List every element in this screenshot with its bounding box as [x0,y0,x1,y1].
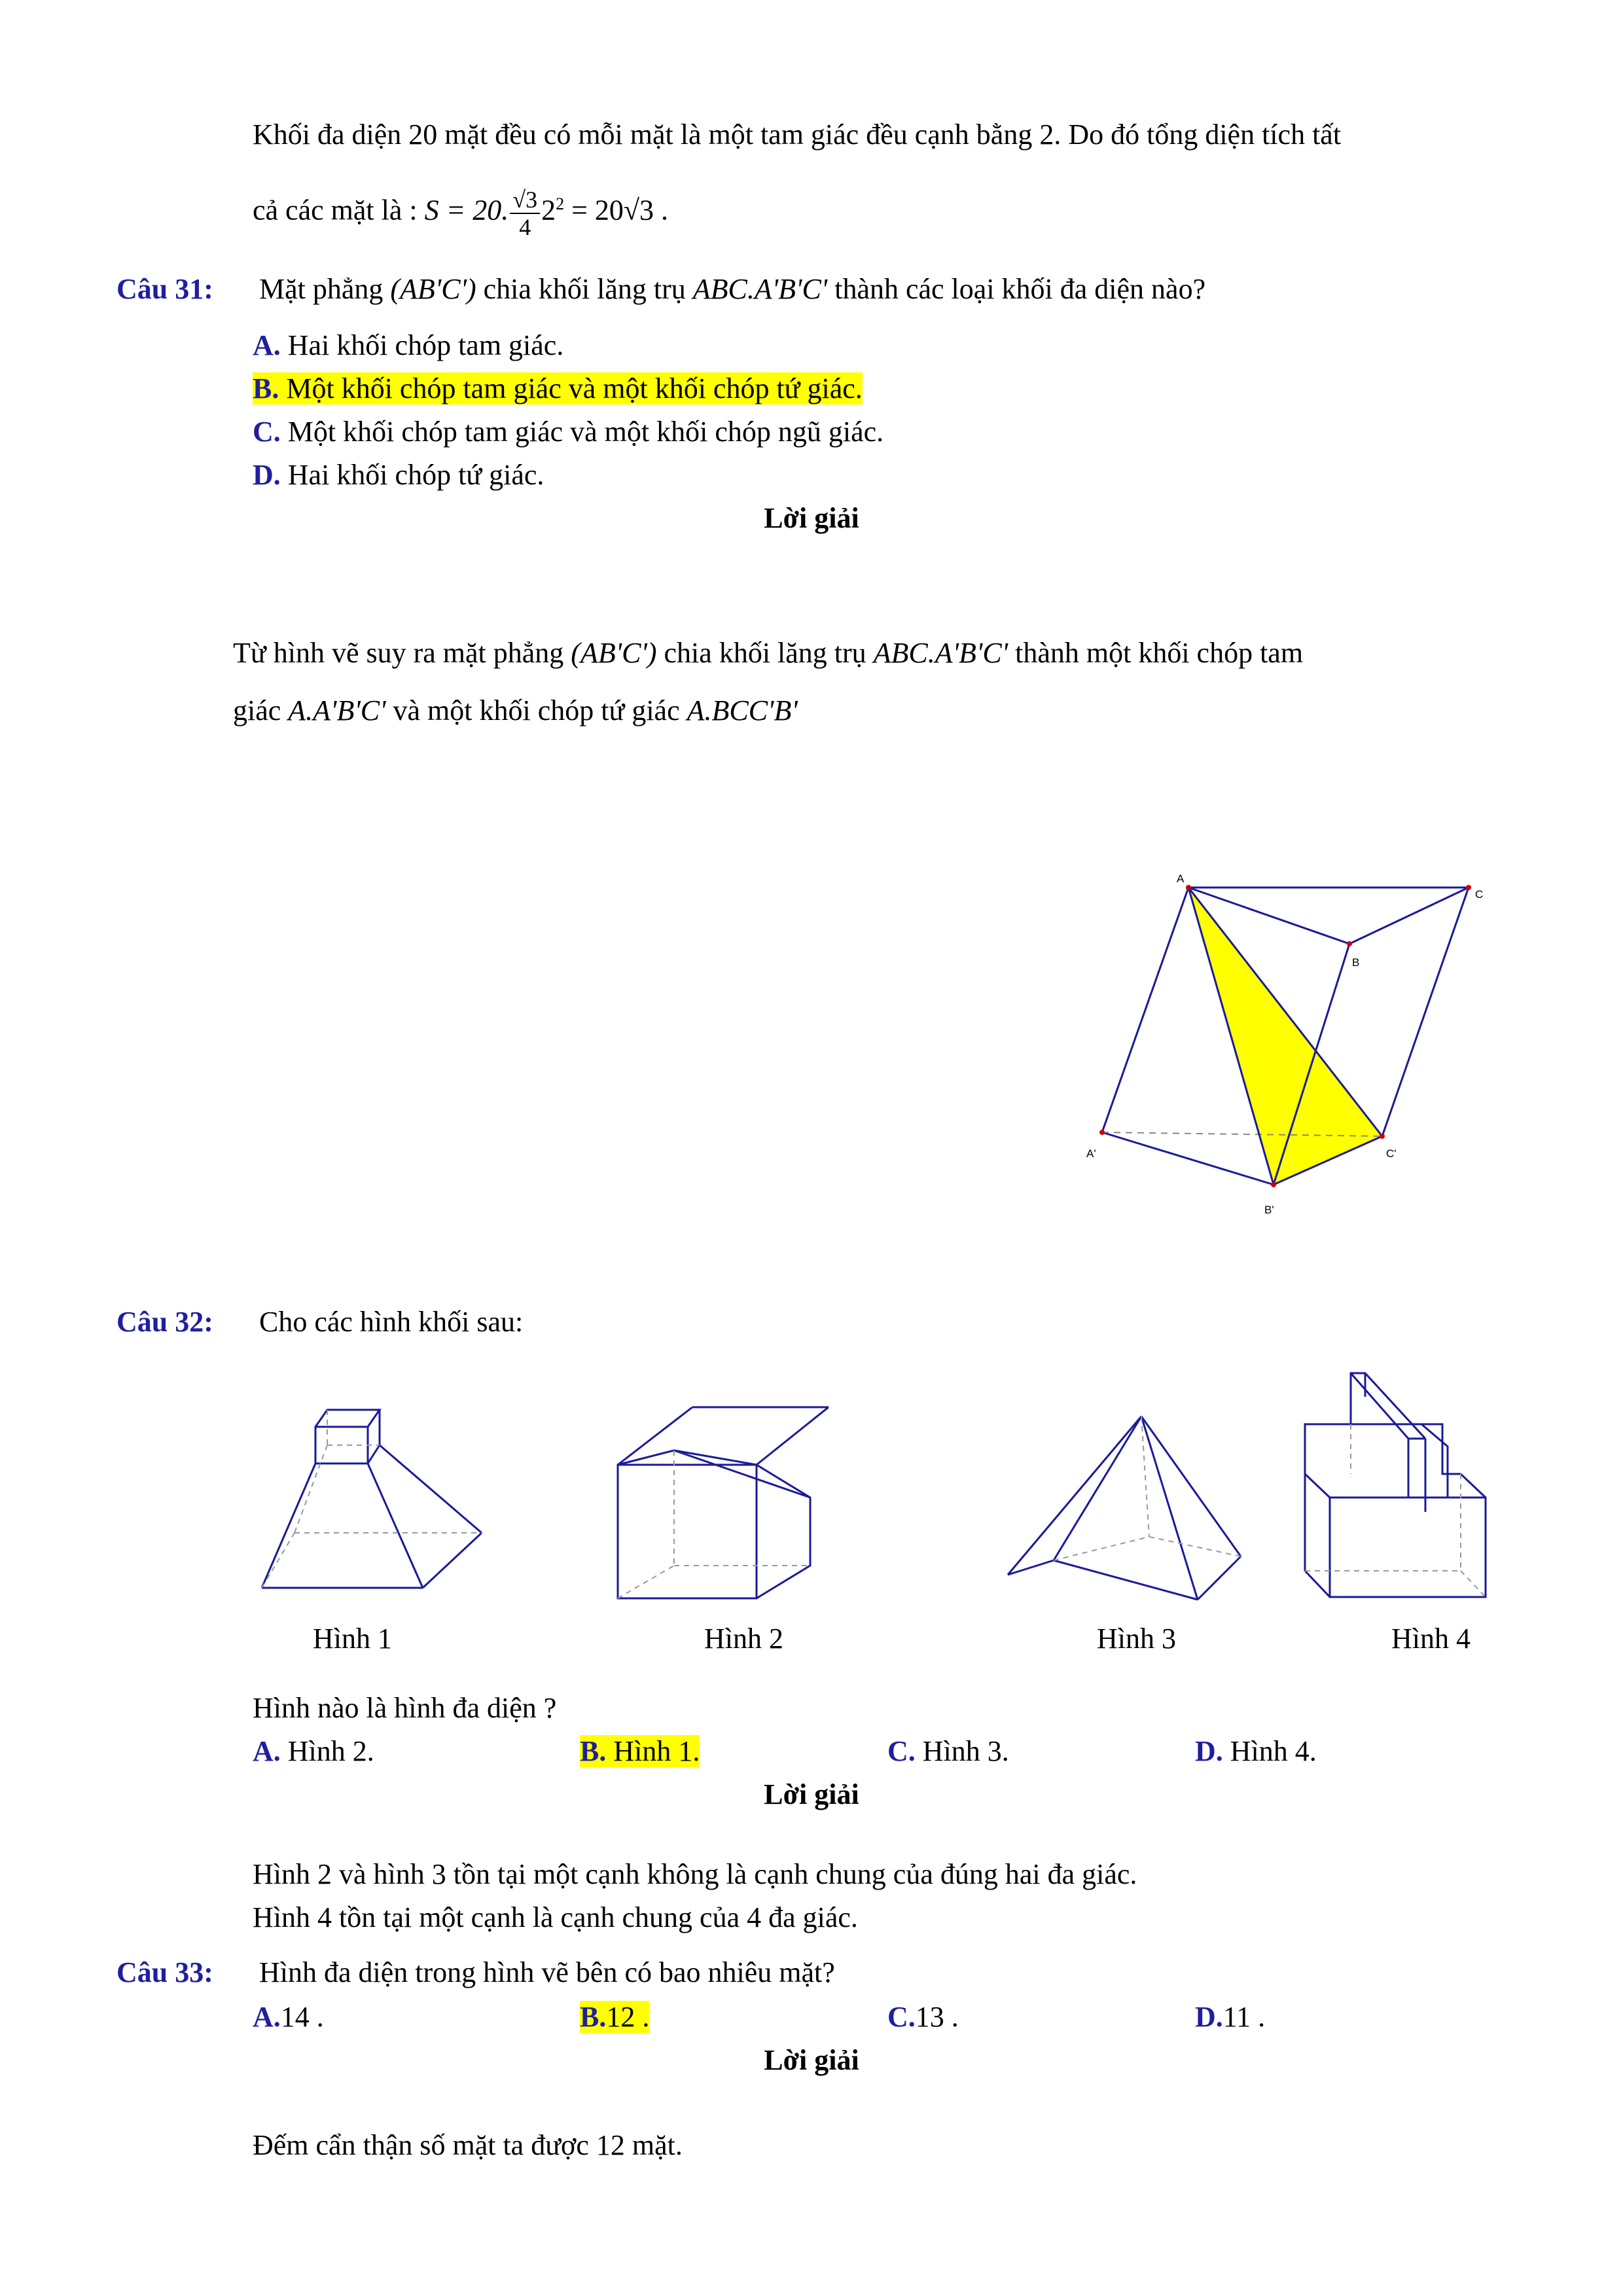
q32-option-a[interactable] [253,1733,374,1770]
q33-solution-title: Lời giải [764,2044,859,2076]
option-letter: B. [580,2001,607,2033]
label-B1: B' [1264,1204,1274,1216]
q31-option-b[interactable] [253,370,863,407]
frustum-right [368,1463,423,1588]
sol-text: và một khối chóp tứ giác [393,694,680,726]
sol-pyramid-2: A.BCC'B' [687,694,798,726]
formula-end: . [661,194,669,226]
option-letter: D. [253,459,281,491]
q32-question: Cho các hình khối sau: [259,1306,524,1338]
intro-line-2-text: cả các mặt là : [253,194,418,226]
option-letter: D. [1195,2001,1223,2033]
label-B: B [1352,956,1360,969]
sol-plane: (AB'C') [571,637,657,669]
point-C [1466,885,1471,890]
q32-solution-title: Lời giải [764,1778,859,1810]
q31-text-a: Mặt phẳng [259,273,383,305]
edge-BC [1349,888,1469,944]
frustum-left [262,1463,315,1588]
q31-option-d[interactable] [253,457,544,493]
option-letter: A. [253,1735,281,1767]
option-letter: C. [887,1735,916,1767]
option-text: 13 [915,2001,944,2033]
q31-option-c[interactable] [253,414,883,450]
option-text: Hình 2. [287,1735,374,1767]
option-text: Hình 1. [613,1735,700,1767]
caption-hinh-1: Hình 1 [313,1623,392,1655]
power-exponent: 2 [556,194,565,213]
q32-label: Câu 32: [116,1306,213,1338]
intro-line-2 [253,186,668,240]
q31-text-b: chia khối lăng trụ [483,273,686,305]
sol-text: giác [233,694,281,726]
caption-hinh-4: Hình 4 [1391,1623,1471,1655]
box-front [618,1465,757,1598]
sol-text: Từ hình vẽ suy ra mặt phẳng [233,637,564,669]
figure-hinh-3 [1001,1407,1250,1610]
option-text: Một khối chóp tam giác và một khối chóp tứ giác. [286,372,863,404]
figure-hinh-4 [1296,1361,1505,1610]
q31-question [259,271,1205,308]
q32-option-d[interactable] [1195,1733,1317,1770]
fraction-denominator: 4 [519,213,531,240]
q33-option-c[interactable]: C.13 . [887,2001,959,2033]
caption-hinh-3: Hình 3 [1097,1623,1176,1655]
power-base: 2 [541,194,556,226]
thin-wall [1351,1373,1425,1439]
q31-text-c: thành các loại khối đa diện nào? [834,273,1206,305]
q31-solution-line-1 [233,635,1303,672]
q32-option-b[interactable] [580,1733,700,1770]
point-A [1186,885,1191,890]
prism-figure [1073,864,1544,1230]
option-text: Hình 4. [1230,1735,1317,1767]
option-letter: B. [580,1735,607,1767]
pyramid-edge-left [1008,1416,1141,1575]
q33-label: Câu 33: [116,1956,213,1988]
intro-line-1: Khối đa diện 20 mặt đều có mỗi mặt là một tam giác đều cạnh bằng 2. Do đó tổng diện tích tất [253,118,1342,151]
q33-option-d[interactable]: D.11 . [1195,2001,1266,2033]
figure-hinh-2 [609,1394,831,1610]
formula-rhs: = 20√3 [571,194,654,226]
option-text: 14 [280,2001,310,2033]
formula-lhs: S = 20. [424,194,509,226]
point-A1 [1099,1130,1105,1135]
frustum-back-right [380,1445,482,1533]
point-C1 [1380,1134,1385,1139]
flap-right [757,1407,829,1465]
q31-label: Câu 31: [116,273,213,305]
point-B1 [1271,1182,1276,1187]
point-B [1347,941,1352,946]
option-letter: A. [253,2001,281,2033]
lower-box-front [1330,1498,1486,1597]
option-text: Hai khối chóp tam giác. [287,329,564,361]
sol-text: chia khối lăng trụ [664,637,866,669]
q32-subquestion: Hình nào là hình đa diện ? [253,1692,557,1724]
option-text: Hai khối chóp tứ giác. [287,459,544,491]
option-letter: C. [253,416,281,448]
option-letter: D. [1195,1735,1223,1767]
option-text: Hình 3. [922,1735,1009,1767]
q32-solution-line-1: Hình 2 và hình 3 tồn tại một cạnh không là cạnh chung của đúng hai đa giác. [253,1858,1137,1890]
q31-plane: (AB'C') [390,273,476,305]
edge-A1B1 [1102,1132,1274,1185]
label-C: C [1475,888,1484,901]
option-letter: C. [887,2001,916,2033]
option-letter: B. [253,372,279,404]
edge-CC1 [1382,888,1469,1136]
option-text: Một khối chóp tam giác và một khối chóp ngũ giác. [287,416,884,448]
edge-AA1 [1102,888,1188,1132]
q31-solution-line-2 [233,692,798,729]
formula-fraction [510,187,540,240]
top-box-top [315,1410,380,1427]
fraction-numerator: √3 [510,187,540,214]
option-text: 12 [606,2001,635,2033]
sol-text: thành một khối chóp tam [1015,637,1304,669]
option-letter: A. [253,329,281,361]
q33-option-a[interactable]: A.14 . [253,2001,324,2033]
q31-option-a[interactable] [253,327,563,364]
label-A1: A' [1086,1147,1096,1160]
sol-prism: ABC.A'B'C' [873,637,1008,669]
q31-prism: ABC.A'B'C' [692,273,828,305]
label-A: A [1177,872,1185,885]
pyramid-base-front [1054,1560,1198,1600]
sol-pyramid-1: A.A'B'C' [288,694,386,726]
q33-option-b[interactable]: B.12 . [580,2001,650,2033]
figure-hinh-1 [255,1381,491,1610]
section-triangle [1188,888,1382,1185]
caption-hinh-2: Hình 2 [704,1623,783,1655]
q32-option-c[interactable] [887,1733,1009,1770]
label-C1: C' [1386,1147,1397,1160]
q33-question: Hình đa diện trong hình vẽ bên có bao nhiêu mặt? [259,1956,835,1988]
q33-solution-line-1: Đếm cẩn thận số mặt ta được 12 mặt. [253,2129,683,2161]
box-side [757,1465,810,1598]
q31-solution-title: Lời giải [764,502,859,534]
option-text: 11 [1222,2001,1251,2033]
q32-solution-line-2: Hình 4 tồn tại một cạnh là cạnh chung của 4 đa giác. [253,1901,858,1933]
